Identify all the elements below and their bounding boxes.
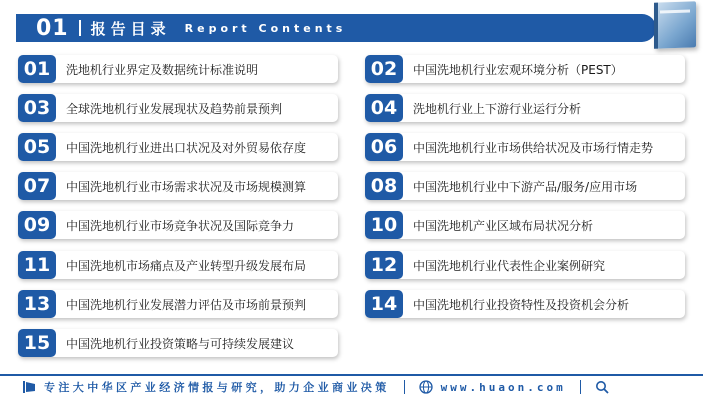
toc-item[interactable] [18,94,338,122]
toc-item-label: 中国洗地机行业宏观环境分析（PEST） [413,62,623,77]
toc-item-number: 09 [18,211,56,239]
toc-item[interactable] [18,290,338,318]
toc-item-number: 08 [365,172,403,200]
toc-item-label: 中国洗地机行业市场竞争状况及国际竞争力 [66,218,295,233]
toc-item-number: 01 [18,55,56,83]
toc-item[interactable] [18,329,338,357]
footer-slogan: 专注大中华区产业经济情报与研究，助力企业商业决策 [44,381,390,394]
toc-item-number: 06 [365,133,403,161]
toc-item-label: 中国洗地机行业市场需求状况及市场规模测算 [66,179,307,194]
toc-item-number: 02 [365,55,403,83]
toc-item-label: 中国洗地机行业投资策略与可持续发展建议 [66,336,295,351]
cover-spine [654,3,658,49]
header-divider [79,20,81,36]
footer-divider [580,380,581,394]
toc-item[interactable] [18,133,338,161]
toc-item-label: 中国洗地机行业代表性企业案例研究 [413,258,606,273]
toc-item[interactable] [18,172,338,200]
toc-item-number: 11 [18,251,56,279]
section-number: 01 [36,15,69,41]
search-icon[interactable] [595,380,609,394]
section-title: 报告目录 [90,19,171,38]
toc-item-label: 中国洗地机市场痛点及产业转型升级发展布局 [66,258,307,273]
toc-item-number: 05 [18,133,56,161]
toc-item-number: 15 [18,329,56,357]
toc-item[interactable] [365,290,685,318]
toc-item-number: 12 [365,251,403,279]
footer-website-link[interactable]: www.huaon.com [440,380,566,394]
flag-icon [22,380,36,394]
toc-item-label: 中国洗地机行业发展潜力评估及市场前景预判 [66,297,307,312]
footer-divider [404,380,405,394]
toc-item[interactable] [18,211,338,239]
toc-item-label: 中国洗地机行业投资特性及投资机会分析 [413,297,630,312]
toc-item-label: 洗地机行业界定及数据统计标准说明 [66,62,259,77]
toc-item-number: 04 [365,94,403,122]
toc-item[interactable] [365,211,685,239]
toc-item-label: 中国洗地机产业区域布局状况分析 [413,218,594,233]
toc-item-number: 07 [18,172,56,200]
toc-item[interactable] [365,94,685,122]
section-header [16,14,656,42]
toc-item-label: 洗地机行业上下游行业运行分析 [413,101,582,116]
section-subtitle: Report Contents [184,21,347,35]
toc-item-number: 14 [365,290,403,318]
toc-item[interactable] [365,55,685,83]
toc-item[interactable] [18,55,338,83]
footer-rule [0,374,703,376]
toc-item-label: 中国洗地机行业中下游产品/服务/应用市场 [413,179,638,194]
toc-item-number: 13 [18,290,56,318]
toc-item-label: 中国洗地机行业市场供给状况及市场行情走势 [413,140,654,155]
cover-band [660,9,690,13]
toc-item-label: 全球洗地机行业发展现状及趋势前景预判 [66,101,283,116]
footer [0,374,703,396]
toc-item-number: 10 [365,211,403,239]
toc-item[interactable] [365,133,685,161]
report-cover-icon [654,1,696,48]
toc-item[interactable] [365,251,685,279]
toc-item[interactable] [365,172,685,200]
toc-item-label: 中国洗地机行业进出口状况及对外贸易依存度 [66,140,307,155]
toc-item-number: 03 [18,94,56,122]
toc-item[interactable] [18,251,338,279]
globe-icon [419,380,433,394]
